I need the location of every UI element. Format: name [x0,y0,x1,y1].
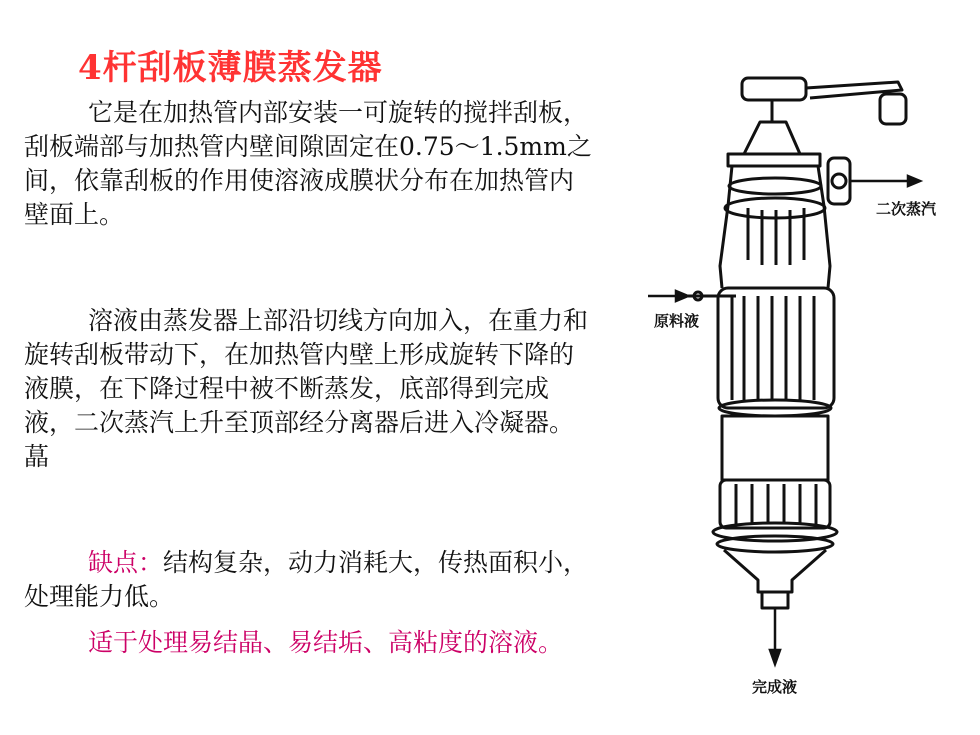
paragraph-principle-text: 它是在加热管内部安装一可旋转的搅拌刮板，刮板端部与加热管内壁间隙固定在0.75～1.5mm之间，依靠刮板的作用使溶液成膜状分布在加热管内壁面上。 [24,98,592,229]
label-feed-liquid: 原料液 [654,312,700,330]
heating-tube [718,288,834,480]
product-arrow-icon [770,650,780,664]
paragraph-drawbacks [24,546,594,614]
label-secondary-steam: 二次蒸汽 [876,200,937,218]
label-finished-liquid: 完成液 [752,678,798,696]
feed-arrow-icon [676,291,688,301]
suitability-text: 适于处理易结晶、易结垢、高粘度的溶液。 [88,628,564,657]
paragraph-principle [24,96,594,232]
evaporator-diagram [640,60,970,720]
slide-title: 4杆刮板薄膜蒸发器 [78,48,383,88]
feed-inlet [688,292,736,300]
paragraph-process [24,304,594,474]
paragraph-suitability [24,626,594,660]
vapour-outlet [828,158,850,204]
drawbacks-text: 结构复杂，动力消耗大，传热面积小，处理能力低。 [24,548,589,611]
paragraph-process-text: 溶液由蒸发器上部沿切线方向加入，在重力和旋转刮板带动下，在加热管内壁上形成旋转下降的液膜，在下降过程中被不断蒸发，底部得到完成液，二次蒸汽上升至顶部经分离器后进入冷凝器。蕌 [24,306,589,471]
steam-arrow-icon [908,176,920,186]
separator-head [728,122,820,166]
drawbacks-label: 缺点： [88,548,164,577]
bottom-outlet [724,550,826,608]
upper-body [720,166,830,288]
motor-drive [742,78,906,124]
lower-body [713,480,837,552]
